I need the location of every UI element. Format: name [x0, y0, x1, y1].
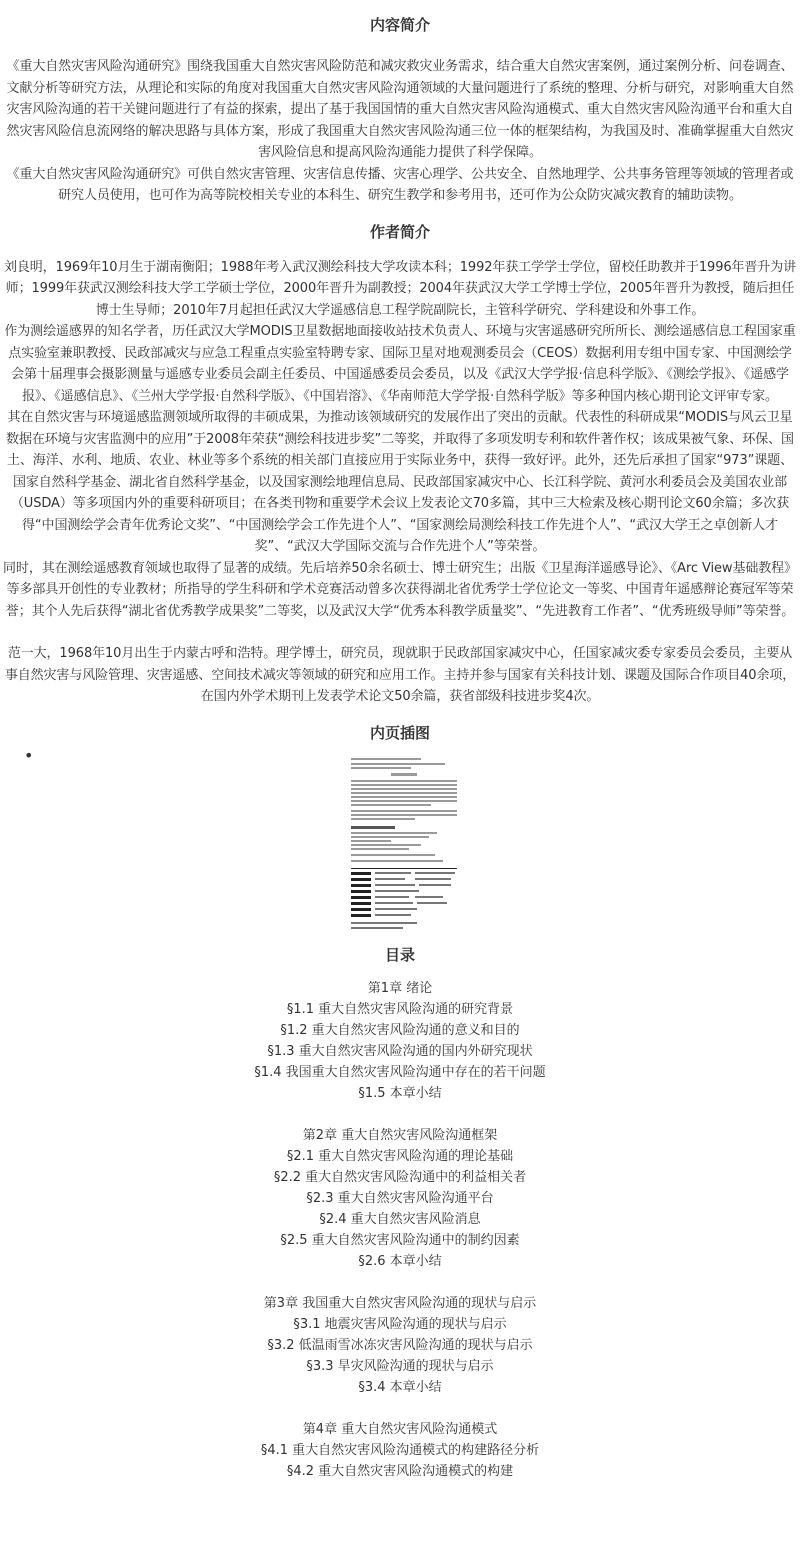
author-paragraph-5: 范一大，1968年10月出生于内蒙古呼和浩特。理学博士，研究员，现就职于民政部国家减灾中心，任国家减灾委专家委员会委员，主要从事自然灾害与风险管理、灾害遥感、空间技术减灾等领域的研究和应用工作。主持并参与国家有关科技计划、课题及国际合作项目40余项，在国内外学术期刊上发表学术论文50余篇，获省部级科技进步奖4次。: [4, 646, 796, 704]
author-paragraph-4: 同时，其在测绘遥感教育领域也取得了显著的成绩。先后培养50余名硕士、博士研究生；出版《卫星海洋遥感导论》、《Arc View基础教程》等多部具开创性的专业教材；所指导的学生科研和学术竞赛活动曾多次获得湖北省优秀学士学位论文一等奖、中国青年遥感辩论赛冠军等荣誉；其个人先后获得“湖北省优秀教学成果奖”二等奖，以及武汉大学“优秀本科教学质量奖”、“先进教育工作者”、“优秀班级导师”等荣誉。: [3, 560, 797, 619]
toc-section[interactable]: §1.3 重大自然灾害风险沟通的国内外研究现状: [267, 1043, 533, 1059]
author-paragraph-2: 作为测绘遥感界的知名学者，历任武汉大学MODIS卫星数据地面接收站技术负责人、环境与灾害遥感研究所所长、测绘遥感信息工程国家重点实验室兼职教授、民政部减灾与应急工程重点实验室特聘专家、国际卫星对地观测委员会（CEOS）数据利用专组中国专家、中国测绘学会第十届理事会摄影测量与遥感专业委员会副主任委员、中国遥感委员会委员，以及《武汉大学学报·信息科学版》、《测绘学报》、《遥感学报》、《遥感信息》、《兰州大学学报·自然科学版》、《中国岩溶》、《华南师范大学学报·自然科学版》等多种国内核心期刊论文评审专家。: [4, 324, 796, 404]
toc-section[interactable]: §1.2 重大自然灾害风险沟通的意义和目的: [280, 1022, 520, 1038]
toc-section[interactable]: §3.4 本章小结: [358, 1379, 442, 1395]
author-paragraph-3: 其在自然灾害与环境遥感监测领域所取得的丰硕成果，为推动该领域研究的发展作出了突出的贡献。代表性的科研成果“MODIS与风云卫星数据在环境与灾害监测中的应用”于2008年荣获“测绘科技进步奖”二等奖，并取得了多项发明专利和软件著作权；该成果被气象、环保、国土、海洋、水利、地质、农业、林业等多个系统的相关部门直接应用于实际业务中，获得一致好评。此外，还先后承担了国家“973”课题、国家自然科学基金、湖北省自然科学基金，以及国家测绘地理信息局、民政部国家减灾中心、长江科学院、黄河水利委员会及美国农业部（USDA）等多项国内外的重要科研项目；在各类刊物和重要学术会议上发表论文70多篇，其中三大检索及核心期刊论文60余篇；多次获得“中国测绘学会青年优秀论文奖”、“中国测绘学会工作先进个人”、“国家测绘局测绘科技工作先进个人”、“武汉大学王之卓创新人才奖”、“武汉大学国际交流与合作先进个人”等荣誉。: [6, 410, 794, 554]
bullet-icon: •: [24, 745, 34, 765]
toc-title: 目录: [384, 945, 415, 964]
toc-chapter[interactable]: 第4章 重大自然灾害风险沟通模式: [302, 1421, 498, 1437]
toc-section[interactable]: §1.4 我国重大自然灾害风险沟通中存在的若干问题: [254, 1064, 546, 1080]
toc-section[interactable]: §2.3 重大自然灾害风险沟通平台: [306, 1190, 494, 1206]
intro-paragraph-2: 《重大自然灾害风险沟通研究》可供自然灾害管理、灾害信息传播、灾害心理学、公共安全、自然地理学、公共事务管理等领域的管理者或研究人员使用，也可作为高等院校相关专业的本科生、研究生教学和参考用书，还可作为公众防灾减灾教育的辅助读物。: [6, 166, 794, 203]
toc-chapter[interactable]: 第1章 绪论: [367, 980, 433, 996]
toc-section[interactable]: §2.5 重大自然灾害风险沟通中的制约因素: [280, 1232, 520, 1248]
toc-list: [0, 978, 800, 1482]
intro-paragraph-1: 《重大自然灾害风险沟通研究》围绕我国重大自然灾害风险防范和减灾救灾业务需求，结合重大自然灾害案例，通过案例分析、问卷调查、文献分析等研究方法，从理论和实际的角度对我国重大自然灾害风险沟通领域的大量问题进行了系统的整理、分析与研究，对影响重大自然灾害风险沟通的若干关键问题进行了有益的探索，提出了基于我国国情的重大自然灾害风险沟通模式、重大自然灾害风险沟通平台和重大自然灾害风险信息流网络的解决思路与具体方案，形成了我国重大自然灾害风险沟通三位一体的框架结构，为我国及时、准确掌握重大自然灾害风险信息和提高风险沟通能力提供了科学保障。: [6, 59, 794, 160]
toc-section[interactable]: §2.1 重大自然灾害风险沟通的理论基础: [286, 1148, 514, 1164]
toc-section[interactable]: §2.4 重大自然灾害风险消息: [319, 1211, 481, 1227]
toc-section[interactable]: §3.1 地震灾害风险沟通的现状与启示: [293, 1316, 507, 1332]
copyright-page-thumbnail[interactable]: [345, 752, 463, 938]
toc-section[interactable]: §4.1 重大自然灾害风险沟通模式的构建路径分析: [260, 1442, 540, 1458]
toc-section[interactable]: §3.2 低温雨雪冰冻灾害风险沟通的现状与启示: [267, 1337, 533, 1353]
toc-section[interactable]: §1.1 重大自然灾害风险沟通的研究背景: [286, 1001, 514, 1017]
illustration-area: [0, 744, 800, 944]
toc-section[interactable]: §4.2 重大自然灾害风险沟通模式的构建: [286, 1463, 514, 1479]
toc-spacer: [0, 1398, 800, 1419]
illustration-title: 内页插图: [369, 723, 430, 742]
toc-section[interactable]: §3.3 旱灾风险沟通的现状与启示: [306, 1358, 494, 1374]
toc-section[interactable]: §2.6 本章小结: [358, 1253, 442, 1269]
toc-section[interactable]: §1.5 本章小结: [358, 1085, 442, 1101]
toc-section[interactable]: §2.2 重大自然灾害风险沟通中的利益相关者: [273, 1169, 527, 1185]
author-title: 作者简介: [369, 222, 430, 241]
toc-chapter[interactable]: 第2章 重大自然灾害风险沟通框架: [302, 1127, 498, 1143]
author-paragraph-1: 刘良明，1969年10月生于湖南衡阳；1988年考入武汉测绘科技大学攻读本科；1992年获工学学士学位，留校任助教并于1996年晋升为讲师；1999年获武汉测绘科技大学工学硕士学位，2000年晋升为副教授；2004年获武汉大学工学博士学位，2005年晋升为教授，随后担任博士生导师；2010年7月起担任武汉大学遥感信息工程学院副院长，主管科学研究、学科建设和外事工作。: [3, 259, 797, 318]
toc-spacer: [0, 1104, 800, 1125]
intro-title: 内容简介: [369, 16, 430, 34]
toc-spacer: [0, 1272, 800, 1293]
toc-chapter[interactable]: 第3章 我国重大自然灾害风险沟通的现状与启示: [263, 1295, 537, 1311]
